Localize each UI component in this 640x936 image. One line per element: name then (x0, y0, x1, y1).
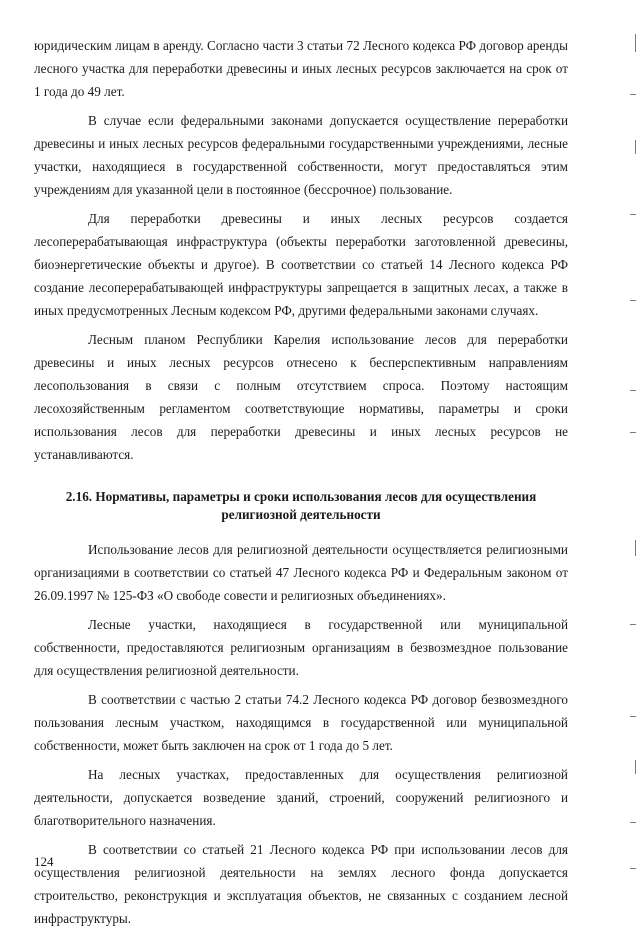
paragraph-contract-term: В соответствии с частью 2 статьи 74.2 Лесного кодекса РФ договор безвозмездного пользования лесным участком, находящимся в государственной или муниципальной собственности, может быть заключен на срок от 1 года до 5 лет. (34, 692, 568, 753)
paragraph-religious-use: Использование лесов для религиозной деятельности осуществляется религиозными организациями в соответствии со статьей 47 Лесного кодекса РФ и Федеральным законом от 26.09.1997 № 125-ФЗ «О свободе совести и религиозных объединениях». (34, 542, 568, 603)
scan-edge-mark (630, 214, 636, 215)
scan-edge-mark (630, 94, 636, 95)
scan-edge-mark (635, 140, 636, 154)
scan-edge-mark (630, 300, 636, 301)
paragraph-processing-infrastructure: Для переработки древесины и иных лесных ресурсов создается лесоперерабатывающая инфраструктура (объекты переработки заготовленной древесины, биоэнергетические объекты и другое). В соответствии со статьей 14 Лесного кодекса РФ создание лесоперерабатывающей инфраструктуры запрещается в защитных лесах, а также в иных предусмотренных Лесным кодексом РФ, другими федеральными законами случаях. (34, 211, 568, 318)
scan-edge-mark (630, 716, 636, 717)
scan-edge-marks (620, 0, 640, 905)
scan-edge-mark (635, 34, 636, 52)
paragraph-construction-allowed: В соответствии со статьей 21 Лесного кодекса РФ при использовании лесов для осуществления религиозной деятельности на землях лесного фонда допускается строительство, реконструкция и эксплуатация объектов, не связанных с созданием лесной инфраструктуры. (34, 842, 568, 926)
scan-edge-mark (630, 432, 636, 433)
scan-edge-mark (630, 390, 636, 391)
paragraph-federal-institutions: В случае если федеральными законами допускается осуществление переработки древесины и иных лесных ресурсов федеральными государственными учреждениями, лесные участки, находящиеся в государственной собственности, могут предоставляться этим учреждениям для указанной цели в постоянное (бессрочное) пользование. (34, 113, 568, 197)
paragraph-free-use: Лесные участки, находящиеся в государственной или муниципальной собственности, предоставляются религиозным организациям в безвозмездное пользование для осуществления религиозной деятельности. (34, 617, 568, 678)
paragraph-karelia-forest-plan: Лесным планом Республики Карелия использование лесов для переработки древесины и иных лесных ресурсов отнесено к бесперспективным направлениям лесопользования в связи с полным отсутствием спроса. Поэтому настоящим лесохозяйственным регламентом соответствующие нормативы, параметры и сроки использования лесов для переработки древесины и иных лесных ресурсов не устанавливаются. (34, 332, 568, 462)
paragraph-permitted-buildings: На лесных участках, предоставленных для осуществления религиозной деятельности, допускается возведение зданий, строений, сооружений религиозного и благотворительного назначения. (34, 767, 568, 828)
page-number: 124 (34, 854, 54, 869)
paragraph-lease-term: юридическим лицам в аренду. Согласно части 3 статьи 72 Лесного кодекса РФ договор аренды лесного участка для переработки древесины и иных лесных ресурсов заключается на срок от 1 года до 49 лет. (34, 38, 568, 99)
section-heading-line-2: религиозной деятельности (221, 507, 381, 522)
scan-edge-mark (630, 624, 636, 625)
scan-edge-mark (630, 868, 636, 869)
scan-edge-mark (635, 760, 636, 774)
scan-edge-mark (630, 822, 636, 823)
section-heading (34, 488, 568, 524)
section-heading-line-1: 2.16. Нормативы, параметры и сроки использования лесов для осуществления (65, 489, 537, 504)
document-page (34, 34, 568, 936)
scan-edge-mark (635, 540, 636, 556)
